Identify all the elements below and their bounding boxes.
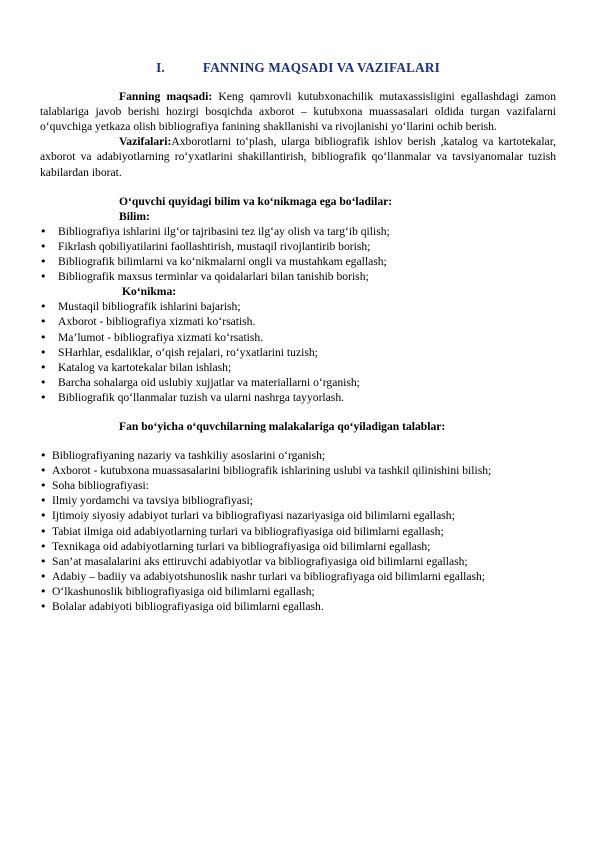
- list-item: • Ilmiy yordamchi va tavsiya bibliografiyasi;: [40, 494, 253, 508]
- list-item: • Ma’lumot - bibliografiya xizmati ko‘rsatish.: [40, 330, 264, 344]
- bullet-icon: •: [40, 330, 47, 344]
- bullet-icon: •: [40, 494, 47, 508]
- bullet-icon: •: [40, 524, 47, 538]
- bullet-icon: •: [40, 509, 47, 523]
- list-item: • Bibliografik maxsus terminlar va qoidalarlari bilan tanishib borish;: [40, 270, 369, 284]
- bullet-icon: •: [40, 300, 47, 314]
- bullet-icon: •: [40, 224, 47, 238]
- list-item: • Texnikaga oid adabiyotlarning turlari va bibliografiyasiga oid bilimlarni egallash;: [40, 539, 431, 553]
- bullet-icon: •: [40, 390, 47, 404]
- list-item: • San’at masalalarini aks ettiruvchi adabiyotlar va bibliografiyasiga oid bilimlarni egallash;: [40, 554, 468, 568]
- section-heading: [40, 60, 556, 75]
- goal-paragraph: [40, 89, 556, 134]
- bullet-icon: •: [40, 270, 47, 284]
- bullet-icon: •: [40, 375, 47, 389]
- konikma-list: [40, 299, 556, 405]
- list-item: • Bibliografiyaning nazariy va tashkiliy asoslarini o‘rganish;: [40, 449, 326, 463]
- list-item: • Mustaqil bibliografik ishlarini bajarish;: [40, 300, 241, 314]
- bullet-icon: •: [40, 255, 47, 269]
- requirements-list: [40, 448, 556, 614]
- bullet-icon: •: [40, 479, 47, 493]
- bilim-list: [40, 224, 556, 284]
- bullet-icon: •: [40, 239, 47, 253]
- spacer: [40, 180, 556, 194]
- tasks-paragraph: [40, 134, 556, 179]
- knowledge-intro: O‘quvchi quyidagi bilim va ko‘nikmaga ega bo‘ladilar:: [119, 194, 393, 208]
- list-item: • Bibliografik bilimlarni va ko‘nikmalarni ongli va mustahkam egallash;: [40, 255, 387, 269]
- spacer: [40, 434, 556, 448]
- requirements-title: Fan bo‘yicha o‘quvchilarning malakalariga qo‘yiladigan talablar:: [119, 419, 446, 433]
- bullet-icon: •: [40, 360, 47, 374]
- bilim-label: Bilim:: [119, 209, 150, 223]
- list-item: • Bibliografik qo‘llanmalar tuzish va ularni nashrga tayyorlash.: [40, 390, 345, 404]
- bullet-icon: •: [40, 584, 47, 598]
- section-title: FANNING MAQSADI VA VAZIFALARI: [202, 60, 440, 75]
- spacer: [40, 405, 556, 419]
- tasks-text: Axborotlarni to‘plash, ularga bibliografik ishlov berish ,katalog va kartotekalar, axborot va adabiyotlarning ro‘yxatlarini shakillantirish, bibliografik qo‘llanmalar va tavsiyanomalar tuzish kabilardan iborat.: [40, 135, 556, 179]
- bullet-icon: •: [40, 449, 47, 463]
- section-number: I.: [156, 60, 165, 75]
- bullet-icon: •: [40, 600, 47, 613]
- list-item: • Fikrlash qobiliyatilarini faollashtirish, mustaqil rivojlantirib borish;: [40, 239, 371, 253]
- tasks-label: Vazifalari:: [119, 135, 172, 149]
- konikma-label: Ko‘nikma:: [122, 285, 177, 299]
- list-item: • Tabiat ilmiga oid adabiyotlarning turlari va bibliografiyasiga oid bilimlarni egallash;: [40, 524, 444, 538]
- list-item: • O‘lkashunoslik bibliografiyasiga oid bilimlarni egallash;: [40, 584, 315, 598]
- list-item: • Bolalar adabiyoti bibliografiyasiga oid bilimlarni egallash.: [40, 600, 324, 613]
- list-item: • Adabiy – badiiy va adabiyotshunoslik nashr turlari va bibliografiyaga oid bilimlarni egallash;: [40, 569, 486, 583]
- list-item: • Katalog va kartotekalar bilan ishlash;: [40, 360, 232, 374]
- goal-text: Keng qamrovli kutubxonachilik mutaxassisligini egallashdagi zamon talablariga javob berishi hozirgi bosqichda axborot – kutubxona muassasalari oldida turgan vazifalarni o‘quvchiga yetkaza olish bibliografiya fanining shakllanishi va rivojlanishi yo‘llarini ochib berish.: [40, 90, 556, 134]
- list-item: • SHarhlar, esdaliklar, o‘qish rejalari, ro‘yxatlarini tuzish;: [40, 345, 318, 359]
- list-item: • Soha bibliografiyasi:: [40, 479, 149, 493]
- goal-label: Fanning maqsadi:: [119, 90, 213, 104]
- list-item: • Ijtimoiy siyosiy adabiyot turlari va bibliografiyasi nazariyasiga oid bilimlarni egallash;: [40, 509, 455, 523]
- bullet-icon: •: [40, 315, 47, 329]
- bullet-icon: •: [40, 464, 47, 478]
- list-item: • Bibliografiya ishlarini ilg‘or tajribasini tez ilg‘ay olish va targ‘ib qilish;: [40, 224, 390, 238]
- bullet-icon: •: [40, 345, 47, 359]
- bullet-icon: •: [40, 554, 47, 568]
- list-item: • Axborot - kutubxona muassasalarini bibliografik ishlarining uslubi va tashkil qilinishini bilish;: [40, 464, 492, 478]
- list-item: • Axborot - bibliografiya xizmati ko‘rsatish.: [40, 315, 256, 329]
- list-item: • Barcha sohalarga oid uslubiy xujjatlar va materiallarni o‘rganish;: [40, 375, 360, 389]
- bullet-icon: •: [40, 569, 47, 583]
- bullet-icon: •: [40, 539, 47, 553]
